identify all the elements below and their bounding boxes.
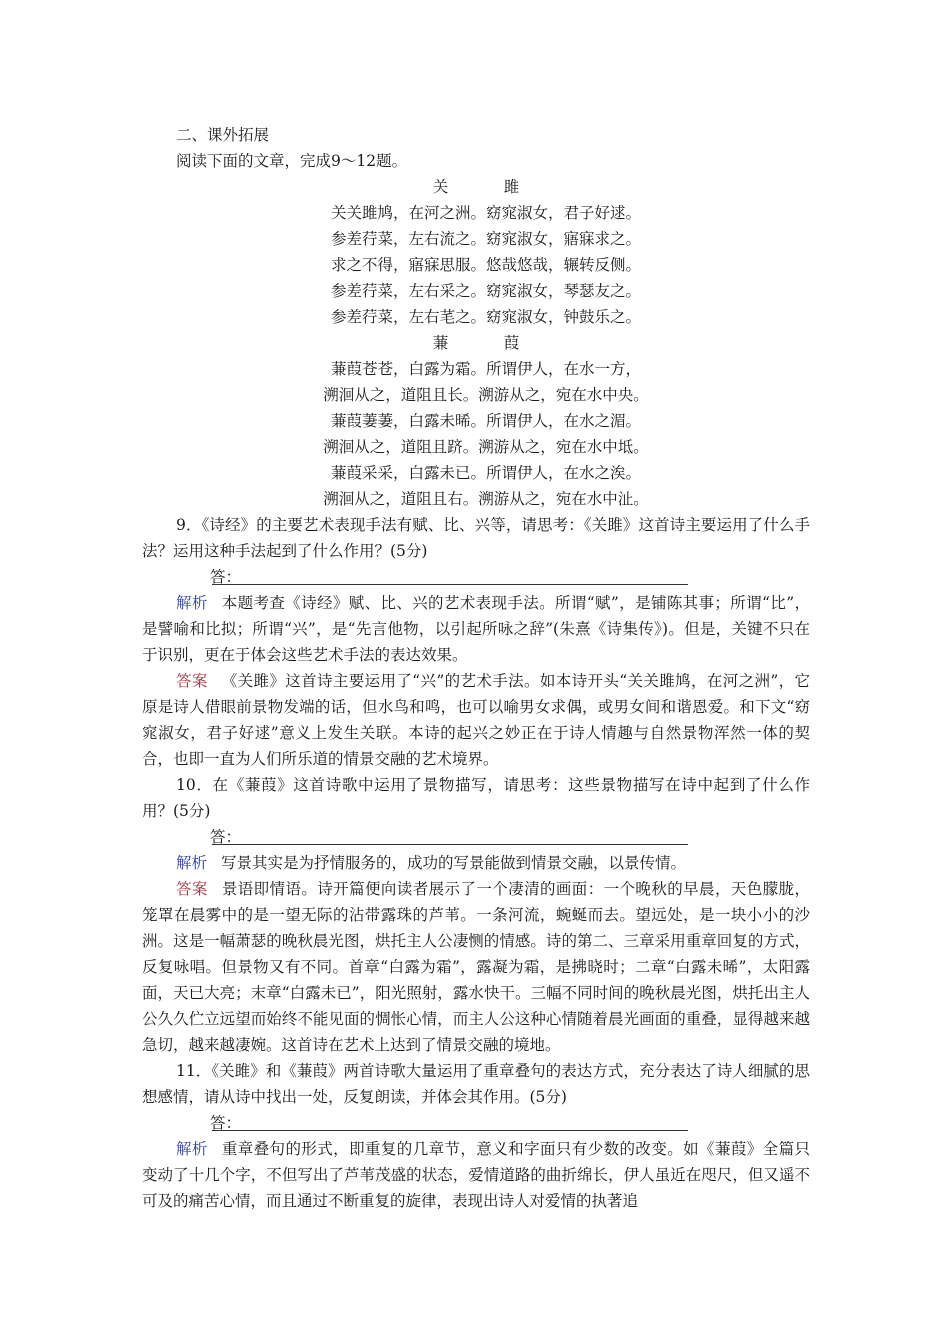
- analysis-text: 本题考查《诗经》赋、比、兴的艺术表现手法。所谓“赋”，是铺陈其事；所谓“比”，是譬喻和比拟；所谓“兴”，是“先言他物，以引起所咏之辞”(朱熹《诗集传》)。但是，关键不只在于识别，更在于体会这些艺术手法的表达效果。: [142, 594, 810, 664]
- analysis-tag: 解析: [176, 1140, 208, 1158]
- answer-9: [142, 668, 810, 772]
- document-content: [142, 122, 810, 1214]
- question-9: 9．《诗经》的主要艺术表现手法有赋、比、兴等，请思考：《关雎》这首诗主要运用了什么手法？运用这种手法起到了什么作用？(5分): [142, 516, 810, 560]
- poem-title-jianjia: 蒹 葭: [432, 334, 540, 352]
- answer-text: 《关雎》这首诗主要运用了“兴”的艺术手法。如本诗开头“关关雎鸠，在河之洲”，它原是诗人借眼前景物发端的话，但水鸟和鸣，也可以喻男女求偶，或男女间和谐恩爱。和下文“窈窕淑女，君子好逑”意义上发生关联。本诗的起兴之妙正在于诗人情趣与自然景物浑然一体的契合，也即一直为人们所乐道的情景交融的艺术境界。: [142, 672, 810, 768]
- poem-line: 溯洄从之，道阻且右。溯游从之，宛在水中沚。: [323, 490, 649, 508]
- poem-line: 溯洄从之，道阻且跻。溯游从之，宛在水中坻。: [323, 438, 649, 456]
- answer-label: 答：: [210, 568, 242, 586]
- answer-tag: 答案: [176, 880, 208, 898]
- answer-10: [142, 876, 810, 1058]
- poem-line: 蒹葭采采，白露未已。所谓伊人，在水之涘。: [330, 464, 641, 482]
- poem-line: 参差荇菜，左右芼之。窈窕淑女，钟鼓乐之。: [330, 308, 641, 326]
- analysis-9: [142, 590, 810, 668]
- analysis-tag: 解析: [176, 594, 208, 612]
- answer-tag: 答案: [176, 672, 208, 690]
- analysis-text: 写景其实是为抒情服务的，成功的写景能做到情景交融，以景传情。: [221, 854, 687, 872]
- poem-line: 蒹葭苍苍，白露为霜。所谓伊人，在水一方，: [330, 360, 641, 378]
- answer-underline: [212, 1130, 688, 1131]
- analysis-text: 重章叠句的形式，即重复的几章节，意义和字面只有少数的改变。如《蒹葭》全篇只变动了十几个字，不但写出了芦苇茂盛的状态，爱情道路的曲折绵长，伊人虽近在咫尺，但又遥不可及的痛苦心情，而且通过不断重复的旋律，表现出诗人对爱情的执著追: [142, 1140, 810, 1210]
- question-11: 11．《关雎》和《蒹葭》两首诗歌大量运用了重章叠句的表达方式，充分表达了诗人细腻的思想感情，请从诗中找出一处，反复朗读，并体会其作用。(5分): [142, 1062, 810, 1106]
- analysis-10: [142, 850, 810, 876]
- question-10: 10．在《蒹葭》这首诗歌中运用了景物描写，请思考：这些景物描写在诗中起到了什么作用？(5分): [142, 776, 810, 820]
- poem-line: 参差荇菜，左右流之。窈窕淑女，寤寐求之。: [330, 230, 641, 248]
- instruction: 阅读下面的文章，完成9～12题。: [176, 152, 408, 170]
- poem-line: 溯洄从之，道阻且长。溯游从之，宛在水中央。: [323, 386, 649, 404]
- answer-underline: [212, 584, 688, 585]
- poem-title-guanju: 关 雎: [432, 178, 540, 196]
- answer-underline: [212, 844, 688, 845]
- poem-line: 蒹葭萋萋，白露未晞。所谓伊人，在水之湄。: [330, 412, 641, 430]
- answer-label: 答：: [210, 828, 242, 846]
- answer-line-11[interactable]: [142, 1110, 810, 1136]
- answer-line-9[interactable]: [142, 564, 810, 590]
- section-title: 二、课外拓展: [176, 126, 270, 144]
- poem-line: 求之不得，寤寐思服。悠哉悠哉，辗转反侧。: [330, 256, 641, 274]
- analysis-tag: 解析: [176, 854, 208, 872]
- analysis-11: [142, 1136, 810, 1214]
- poem-line: 关关雎鸠，在河之洲。窈窕淑女，君子好逑。: [330, 204, 641, 222]
- answer-text: 景语即情语。诗开篇便向读者展示了一个凄清的画面：一个晚秋的早晨，天色朦胧，笼罩在晨雾中的是一望无际的沾带露珠的芦苇。一条河流，蜿蜒而去。望远处，是一块小小的沙洲。这是一幅萧瑟的晚秋晨光图，烘托主人公凄恻的情感。诗的第二、三章采用重章回复的方式，反复咏唱。但景物又有不同。首章“白露为霜”，露凝为霜，是拂晓时；二章“白露未晞”，太阳露面，天已大亮；末章“白露未已”，阳光照射，露水快干。三幅不同时间的晚秋晨光图，烘托出主人公久久伫立远望而始终不能见面的惆怅心情，而主人公这种心情随着晨光画面的重叠，显得越来越急切，越来越凄婉。这首诗在艺术上达到了情景交融的境地。: [142, 880, 810, 1054]
- poem-line: 参差荇菜，左右采之。窈窕淑女，琴瑟友之。: [330, 282, 641, 300]
- answer-line-10[interactable]: [142, 824, 810, 850]
- answer-label: 答：: [210, 1114, 242, 1132]
